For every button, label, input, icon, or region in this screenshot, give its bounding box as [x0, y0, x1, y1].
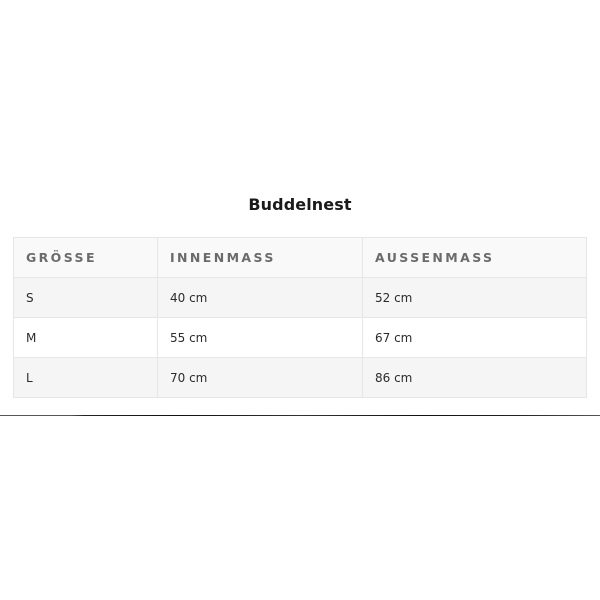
divider-line — [0, 415, 600, 416]
cell-size: S — [14, 278, 158, 318]
table-row — [14, 318, 587, 358]
column-header-outer-size: AUSSENMASS — [363, 238, 587, 278]
page-title: Buddelnest — [248, 195, 352, 214]
cell-inner-size: 40 cm — [158, 278, 363, 318]
size-table — [13, 237, 587, 398]
table-body — [14, 278, 587, 398]
cell-outer-size: 52 cm — [363, 278, 587, 318]
column-header-inner-size: INNENMASS — [158, 238, 363, 278]
table-header-row — [14, 238, 587, 278]
cell-inner-size: 70 cm — [158, 358, 363, 398]
table-row — [14, 358, 587, 398]
cell-inner-size: 55 cm — [158, 318, 363, 358]
table-row — [14, 278, 587, 318]
cell-outer-size: 86 cm — [363, 358, 587, 398]
cell-outer-size: 67 cm — [363, 318, 587, 358]
column-header-size: GRÖSSE — [14, 238, 158, 278]
cell-size: M — [14, 318, 158, 358]
cell-size: L — [14, 358, 158, 398]
table-header — [14, 238, 587, 278]
